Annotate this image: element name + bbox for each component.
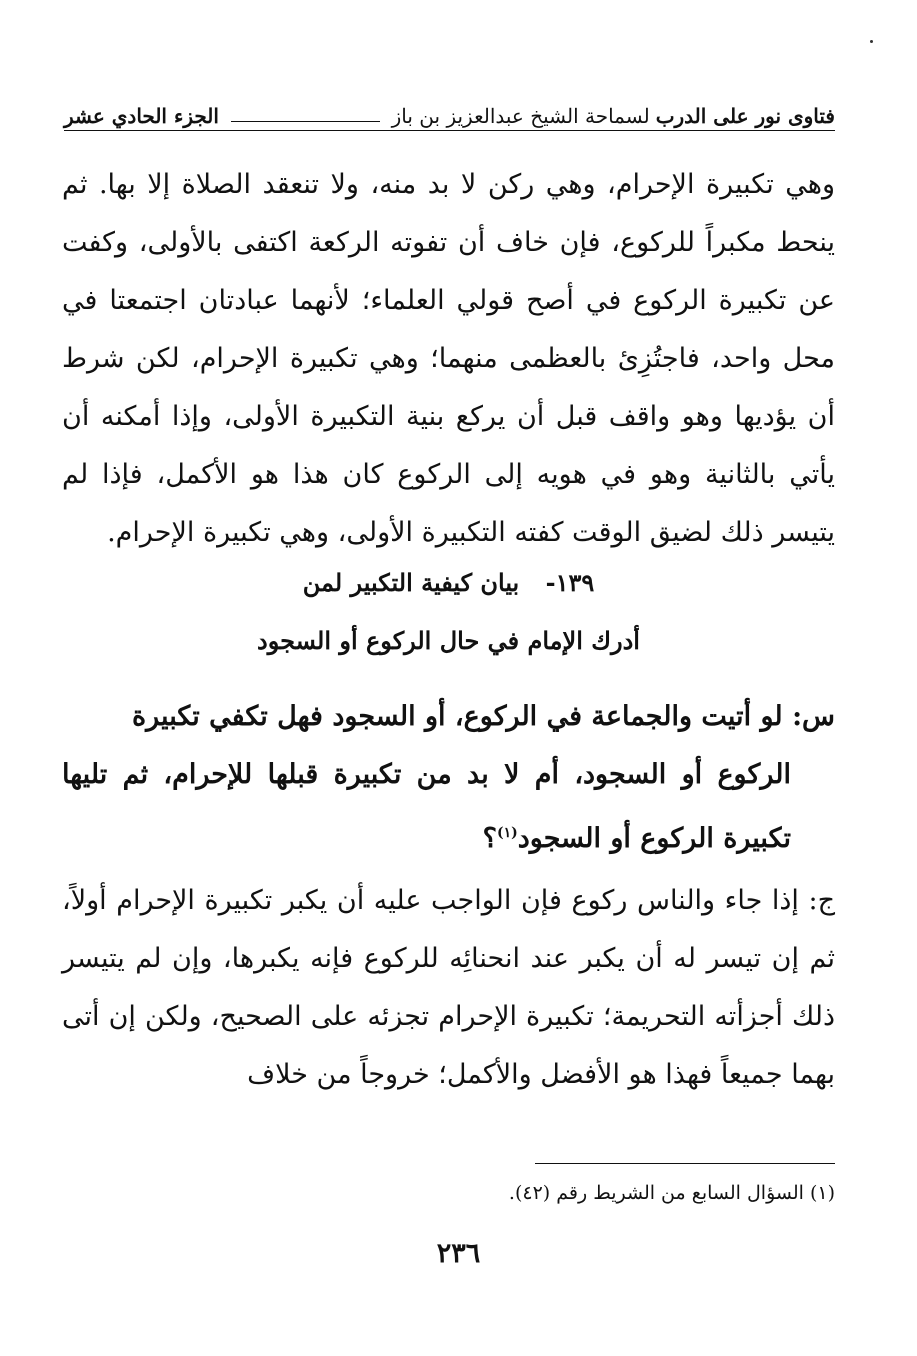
section-title-line-1: بيان كيفية التكبير لمن <box>302 568 520 597</box>
footnote: (١) السؤال السابع من الشريط رقم (٤٢). <box>508 1182 835 1204</box>
section-heading-line-2 <box>62 626 835 655</box>
question-label: س: <box>792 701 835 732</box>
page-number: ٢٣٦ <box>436 1238 481 1269</box>
answer-block <box>62 872 835 1104</box>
scan-speck <box>870 40 873 43</box>
header-dash-line <box>231 121 380 122</box>
question-text-rest: الركوع أو السجود، أم لا بد من تكبيرة قبلها للإحرام، ثم تليها تكبيرة الركوع أو السجود <box>62 759 791 854</box>
header-series-title: فتاوى نور على الدرب <box>655 104 835 128</box>
footnote-separator <box>535 1163 835 1164</box>
answer-text: إذا جاء والناس ركوع فإن الواجب عليه أن يكبر تكبيرة الإحرام أولاً، ثم إن تيسر له أن يكبر عند انحنائِه للركوع فإنه يكبرها، وإن لم يتيسر ذلك أجزأته التحريمة؛ تكبيرة الإحرام تجزئه على الصحيح، ولكن إن أتى بهما جميعاً فهذا هو الأفضل والأكمل؛ خروجاً من خلاف <box>62 885 835 1090</box>
section-title-line-2: أدرك الإمام في حال الركوع أو السجود <box>257 626 640 655</box>
body-paragraph-1: وهي تكبيرة الإحرام، وهي ركن لا بد منه، ولا تنعقد الصلاة إلا بها. ثم ينحط مكبراً للركوع، فإن خاف أن تفوته الركعة اكتفى بالأولى، وكفت عن تكبيرة الركوع في أصح قولي العلماء؛ لأنهما عبادتان اجتمعتا في محل واحد، فاجتُزِئ بالعظمى منهما؛ وهي تكبيرة الإحرام، لكن شرط أن يؤديها وهو واقف قبل أن يركع بنية التكبيرة الأولى، وإذا أمكنه أن يأتي بالثانية وهو في هويه إلى الركوع كان هذا هو الأكمل، فإذا لم يتيسر ذلك لضيق الوقت كفته التكبيرة الأولى، وهي تكبيرة الإحرام. <box>62 169 835 548</box>
header-volume: الجزء الحادي عشر <box>64 104 219 128</box>
question-text-line-1: لو أتيت والجماعة في الركوع، أو السجود فهل تكفي تكبيرة <box>132 701 783 732</box>
running-header <box>64 88 835 128</box>
footnote-reference: (١) <box>496 825 518 841</box>
header-rule <box>64 130 835 131</box>
question-mark: ؟ <box>482 823 497 854</box>
section-number: ١٣٩- <box>545 568 595 597</box>
header-author: لسماحة الشيخ عبدالعزيز بن باز <box>391 104 650 128</box>
question-text-continued <box>62 746 835 868</box>
section-heading-line-1 <box>62 568 835 597</box>
answer-label: ج: <box>808 885 835 916</box>
question-block <box>62 688 835 868</box>
